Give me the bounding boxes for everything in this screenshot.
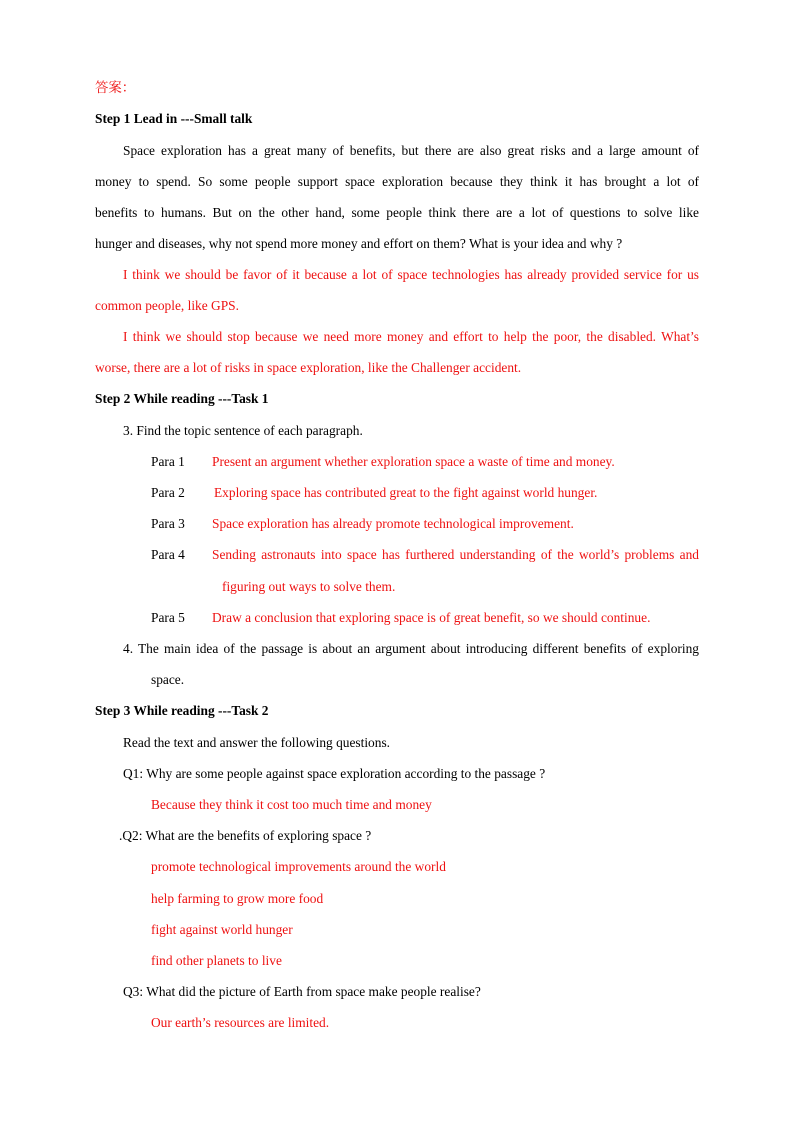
para-label: Para 2 <box>151 485 185 500</box>
para-topic: Present an argument whether exploration space a waste of time and money. <box>212 454 615 469</box>
question-3: Q3: What did the picture of Earth from space make people realise? <box>123 984 481 999</box>
step1-answer1-line: common people, like GPS. <box>95 298 239 313</box>
answer-3: Our earth’s resources are limited. <box>151 1015 330 1030</box>
para-label: Para 5 <box>151 610 185 625</box>
answer-2-item: find other planets to live <box>151 953 282 968</box>
step3-intro: Read the text and answer the following questions. <box>123 735 391 750</box>
para-topic: Draw a conclusion that exploring space is of great benefit, so we should continue. <box>212 610 651 625</box>
question-2: .Q2: What are the benefits of exploring space ? <box>119 828 372 843</box>
step2-item3: 3. Find the topic sentence of each paragraph. <box>123 423 363 438</box>
step1-answer2-line: I think we should stop because we need more money and effort to help the poor, the disabled. What’s <box>123 329 699 344</box>
step1-para-line: benefits to humans. But on the other hand, some people think there are a lot of questions to solve like <box>95 205 699 220</box>
para-topic: Exploring space has contributed great to the fight against world hunger. <box>214 485 598 500</box>
answer-2-item: promote technological improvements around the world <box>151 859 446 874</box>
step2-heading: Step 2 While reading ---Task 1 <box>95 391 269 406</box>
answer-2-item: help farming to grow more food <box>151 891 324 906</box>
answer-1: Because they think it cost too much time and money <box>151 797 432 812</box>
para-topic-cont: figuring out ways to solve them. <box>222 579 396 594</box>
step2-item4-line: 4. The main idea of the passage is about an argument about introducing different benefits of exploring <box>123 641 699 656</box>
answer-label: 答案： <box>95 80 136 95</box>
step1-para-line: hunger and diseases, why not spend more money and effort on them? What is your idea and why ? <box>95 236 623 251</box>
para-label: Para 1 <box>151 454 185 469</box>
para-topic: Sending astronauts into space has furthered understanding of the world’s problems and <box>212 547 699 562</box>
answer-2-item: fight against world hunger <box>151 922 293 937</box>
question-1: Q1: Why are some people against space exploration according to the passage ? <box>123 766 546 781</box>
para-label: Para 3 <box>151 516 185 531</box>
step1-answer1-line: I think we should be favor of it because a lot of space technologies has already provided service for us <box>123 267 699 282</box>
step3-heading: Step 3 While reading ---Task 2 <box>95 703 269 718</box>
para-label: Para 4 <box>151 547 185 562</box>
step1-heading: Step 1 Lead in ---Small talk <box>95 111 253 126</box>
para-topic: Space exploration has already promote technological improvement. <box>212 516 574 531</box>
step2-item4-line: space. <box>151 672 185 687</box>
step1-answer2-line: worse, there are a lot of risks in space exploration, like the Challenger accident. <box>95 360 522 375</box>
step1-para-line: money to spend. So some people support space exploration because they think it has brought a lot of <box>95 174 699 189</box>
step1-para-line: Space exploration has a great many of benefits, but there are also great risks and a large amount of <box>123 143 699 158</box>
